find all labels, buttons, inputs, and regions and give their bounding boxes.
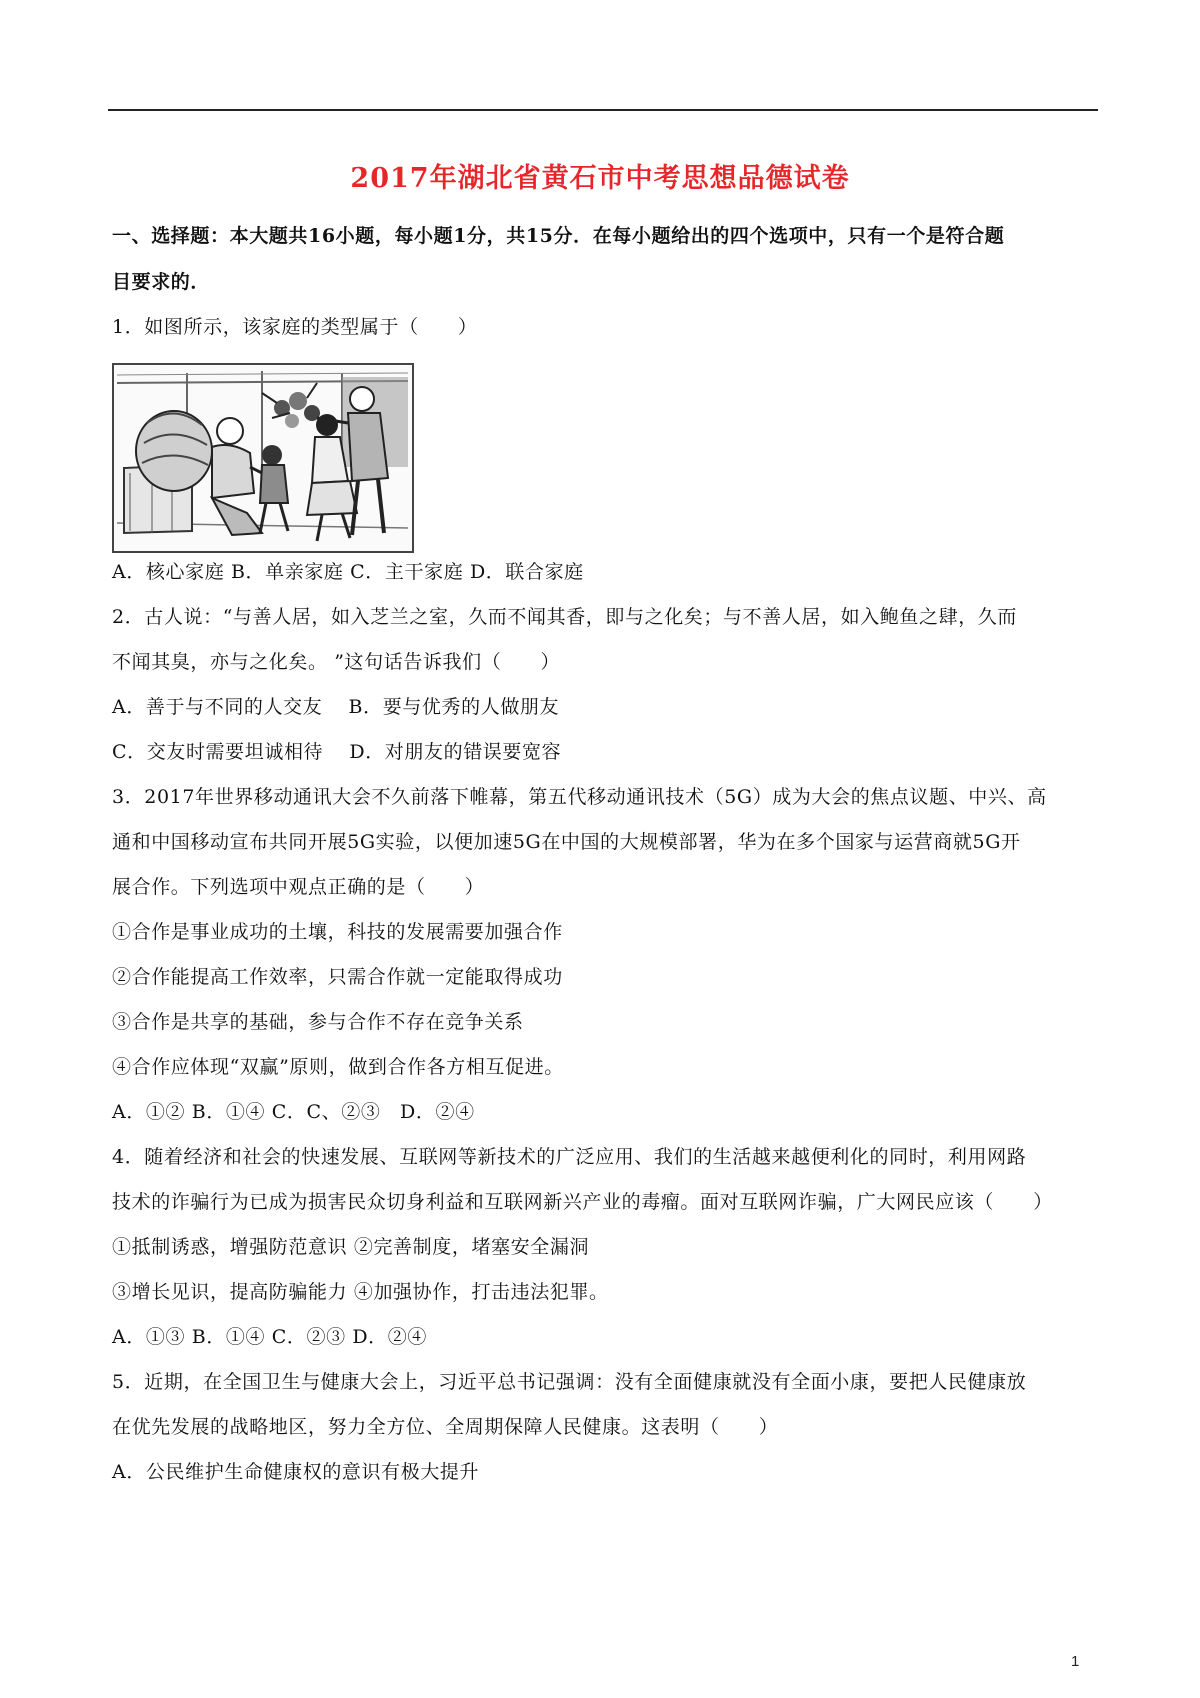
question-5-option-a: A．公民维护生命健康权的意识有极大提升 [112,1461,480,1483]
question-4-stem-cont: 技术的诈骗行为已成为损害民众切身利益和互联网新兴产业的毒瘤。面对互联网诈骗，广大网民应该（ ） [112,1191,1053,1213]
question-4-item-1: ①抵制诱惑，增强防范意识 ②完善制度，堵塞安全漏洞 [112,1236,590,1258]
page-number: 1 [1071,1653,1080,1670]
question-5-stem: 5．近期，在全国卫生与健康大会上，习近平总书记强调：没有全面健康就没有全面小康，要把人民健康放 [112,1371,1027,1393]
question-3-item-2: ②合作能提高工作效率，只需合作就一定能取得成功 [112,966,563,988]
question-2-options-cd: C．交友时需要坦诚相待 D．对朋友的错误要宽容 [112,741,562,763]
question-4-stem: 4．随着经济和社会的快速发展、互联网等新技术的广泛应用、我们的生活越来越便利化的同时，利用网路 [112,1146,1027,1168]
question-2-options-ab: A．善于与不同的人交友 B．要与优秀的人做朋友 [112,696,560,718]
question-2-stem-cont: 不闻其臭，亦与之化矣。 ”这句话告诉我们（ ） [112,651,561,673]
section-heading-cont: 目要求的． [112,271,211,293]
exam-title: 2017年湖北省黄石市中考思想品德试卷 [350,163,850,194]
question-4-item-2: ③增长见识，提高防骗能力 ④加强协作，打击违法犯罪。 [112,1281,609,1303]
question-1-options: A．核心家庭 B．单亲家庭 C．主干家庭 D．联合家庭 [112,561,584,583]
header-rule [108,109,1098,111]
question-1-stem: 1．如图所示，该家庭的类型属于（ ） [112,316,478,338]
question-3-stem-cont2: 展合作。下列选项中观点正确的是（ ） [112,876,485,898]
section-heading: 一、选择题：本大题共16小题，每小题1分，共15分．在每小题给出的四个选项中，只有一个是符合题 [112,225,1005,247]
question-3-stem: 3．2017年世界移动通讯大会不久前落下帷幕，第五代移动通讯技术（5G）成为大会的焦点议题、中兴、高 [112,786,1047,808]
question-3-item-4: ④合作应体现“双赢”原则，做到合作各方相互促进。 [112,1056,564,1078]
question-2-stem: 2．古人说：“与善人居，如入芝兰之室，久而不闻其香，即与之化矣；与不善人居，如入鲍鱼之肆，久而 [112,606,1018,628]
question-5-stem-cont: 在优先发展的战略地区，努力全方位、全周期保障人民健康。这表明（ ） [112,1416,779,1438]
question-3-options: A．①② B．①④ C．C、②③ D．②④ [112,1101,475,1123]
question-3-item-3: ③合作是共享的基础，参与合作不存在竞争关系 [112,1011,524,1033]
family-illustration [112,363,414,553]
question-3-stem-cont: 通和中国移动宣布共同开展5G实验，以便加速5G在中国的大规模部署，华为在多个国家与运营商就5G开 [112,831,1021,853]
question-3-item-1: ①合作是事业成功的土壤，科技的发展需要加强合作 [112,921,563,943]
question-4-options: A．①③ B．①④ C．②③ D．②④ [112,1326,427,1348]
